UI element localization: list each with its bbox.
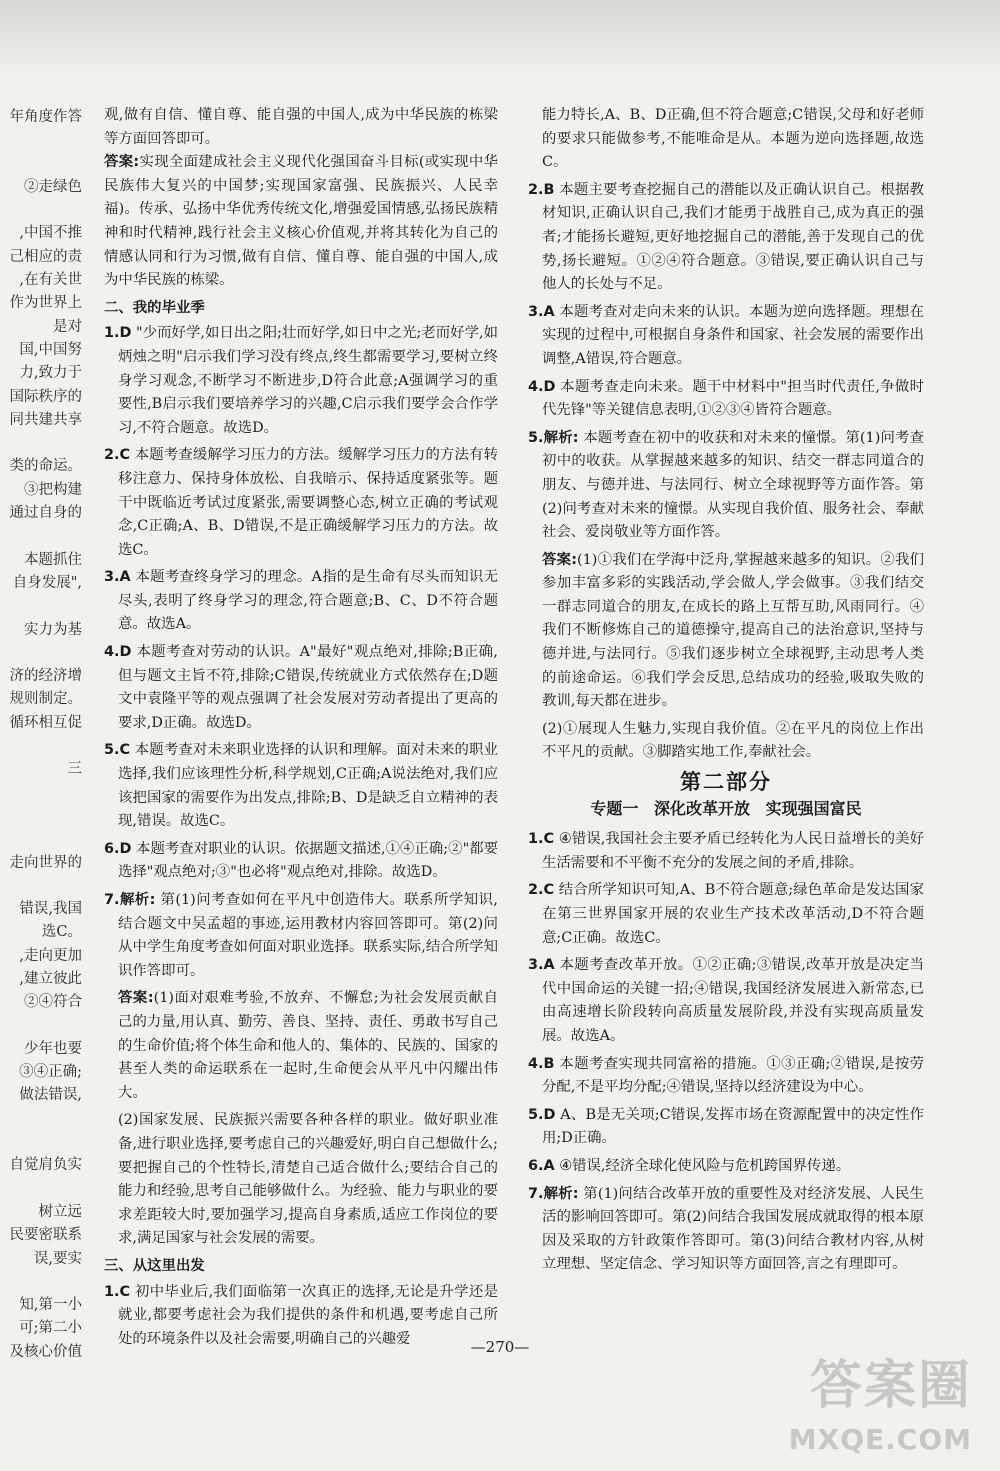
question-item <box>528 879 924 950</box>
question-item <box>104 889 498 983</box>
left-fragment-line: ,建立彼此 <box>19 970 82 987</box>
left-fragment-line: 树立远 <box>38 1203 82 1220</box>
left-fragment-line <box>0 782 82 805</box>
left-fragment-line: 类的命运。 <box>9 458 82 475</box>
intro-text: 观,做有自信、懂自尊、能自强的中国人,成为中华民族的栋梁等方面回答即可。 <box>104 107 498 147</box>
question-text: 第(1)问考查如何在平凡中创造伟大。联系所学知识,结合题文中吴孟超的事迹,运用教材内容回答即可。第(2)问从中学生角度考查如何面对职业选择。联系实际,结合所学知识作答即可。 <box>118 892 498 979</box>
left-fragment-line: 规则制定。 <box>9 691 82 708</box>
answer-label: 答案: <box>118 990 154 1007</box>
question-text: 本题考查对走向未来的认识。本题为逆向选择题。理想在实现的过程中,可根据自身条件和国家、社会发展的需要作出调整,A错误,符合题意。 <box>542 303 924 367</box>
part-title: 第二部分 <box>680 770 772 795</box>
question-text: 本题考查对未来职业选择的认识和理解。面对未来的职业选择,我们应该理性分析,科学规划,C正确;A说法绝对,我们应该把国家的需要作为出发点,排除;B、D是缺乏自立精神的表现,错误。故选C。 <box>118 742 498 830</box>
left-fragment-line: 力,致力于 <box>19 365 82 382</box>
section-heading-graduation: 二、我的毕业季 <box>104 299 205 316</box>
left-fragment-line: ③④正确; <box>19 1064 82 1081</box>
left-fragment-line: ②走绿色 <box>24 178 82 195</box>
watermark-url: MXQE.COM <box>788 1423 972 1456</box>
left-fragment-line: ③把构建 <box>24 481 82 498</box>
left-column-fragments <box>0 106 82 1364</box>
answer-label: 答案: <box>104 154 140 171</box>
question-item <box>528 376 924 423</box>
question-item <box>528 427 924 545</box>
left-fragment-line <box>0 1015 82 1038</box>
watermark-text: 答案圈 <box>809 1356 972 1416</box>
left-fragment-line <box>0 1271 82 1294</box>
question-text: ④错误,经济全球化使风险与危机跨国界传递。 <box>559 1157 851 1174</box>
left-fragment-line: 年角度作答 <box>9 109 82 125</box>
left-fragment-line: 济的经济增 <box>9 668 82 685</box>
watermark-logo <box>788 1343 972 1463</box>
left-fragment-line: 选C。 <box>41 924 82 941</box>
left-fragment-line: 民要密联系 <box>9 1227 82 1244</box>
left-fragment-line: ,走向更加 <box>19 947 82 964</box>
question-item <box>528 301 924 372</box>
question-number: 5.D <box>528 1106 556 1123</box>
question-text: ④错误,我国社会主要矛盾已经转化为人民日益增长的美好生活需要和不平衡不充分的发展之间的矛盾,排除。 <box>542 831 924 871</box>
section-heading-departure: 三、从这里出发 <box>104 1257 205 1274</box>
left-fragment-line: 通过自身的 <box>9 505 82 522</box>
left-fragment-line <box>0 1131 82 1154</box>
question-number: 1.C <box>528 831 555 848</box>
question-list-graduation <box>104 322 498 983</box>
left-fragment-line <box>0 525 82 548</box>
question-text: 本题考查在初中的收获和对未来的憧憬。第(1)问考查初中的收获。从掌握越来越多的知识、结交一群志同道合的朋友、与德并进、与法同行、树立全球视野等方面作答。第(2)问考查对未来的憧憬。从实现自我价值、服务社会、奉献社会、爱岗敬业等方面作答。 <box>542 429 924 541</box>
item7-answer-part2: (2)国家发展、民族振兴需要各种各样的职业。做好职业准备,进行职业选择,要考虑自己的兴趣爱好,明白自己想做什么;要把握自己的个性特长,清楚自己适合做什么;要结合自己的能力和经验,思考自己能够做什么。为经验、能力与职业的要求差距较大时,要加强学习,提高自身素质,适应工作岗位的要求,满足国家与社会发展的需要。 <box>118 1112 498 1247</box>
question-number: 3.A <box>104 569 131 586</box>
question-number: 7.解析: <box>528 1185 579 1202</box>
question-item <box>528 954 924 1048</box>
question-item <box>104 444 498 562</box>
left-fragment-line: 错误,我国 <box>19 901 82 918</box>
left-fragment-line: 作为世界上 <box>9 295 82 312</box>
left-fragment-line <box>0 805 82 828</box>
question-text: 本题考查走向未来。题干中材料中"担当时代责任,争做时代先锋"等关键信息表明,①②③④皆符合题意。 <box>542 378 924 419</box>
left-fragment-line: 知,第一小 <box>19 1297 82 1314</box>
intro-answer <box>104 151 498 293</box>
item5-answer-part2: (2)①展现人生魅力,实现自我价值。②在平凡的岗位上作出不平凡的贡献。③脚踏实地工作,奉献社会。 <box>542 720 924 761</box>
question-item <box>528 1183 924 1277</box>
question-text: A、B是无关项;C错误,发挥市场在资源配置中的决定性作用;D正确。 <box>542 1106 925 1147</box>
left-fragment-line: 自身发展", <box>12 574 82 591</box>
question-item <box>528 1155 924 1179</box>
left-fragment-line <box>0 642 82 665</box>
question-item <box>104 1281 498 1352</box>
question-number: 4.D <box>104 644 132 661</box>
left-fragment-line <box>0 875 82 898</box>
left-fragment-line: 自觉肩负实 <box>9 1157 82 1174</box>
question-text: 结合所学知识可知,A、B不符合题意;绿色革命是发达国家在第三世界国家开展的农业生产技术改革活动,D不符合题意;C正确。故选C。 <box>542 882 924 946</box>
left-fragment-line: 国际秩序的 <box>9 388 82 405</box>
question-number: 1.D <box>104 325 132 342</box>
page-number: —270— <box>470 1338 530 1356</box>
left-fragment-line <box>0 828 82 851</box>
left-fragment-line <box>0 432 82 455</box>
question-text: 第(1)问结合改革开放的重要性及对经济发展、人民生活的影响回答即可。第(2)问结合我国发展成就取得的根本原因及采取的方针政策作答即可。第(3)问结合教材内容,从树立理想、坚定信念、学习知识等方面回答,言之有理即可。 <box>542 1185 924 1273</box>
question-text: 本题考查缓解学习压力的方法。缓解学习压力的方法有转移注意力、保持身体放松、自我暗示、保持适度紧张等。题干中既临近考试过度紧张,需要调整心态,树立正确的考试观念,C正确;A、B、D错误,不是正确缓解学习压力的方法。故选C。 <box>118 447 498 558</box>
right-column <box>528 104 924 1281</box>
question-number: 2.B <box>528 181 555 198</box>
question-number: 7.解析: <box>104 892 156 908</box>
question-text: 本题考查终身学习的理念。A指的是生命有尽头而知识无尽头,表明了终身学习的理念,符合题意;B、C、D不符合题意。故选A。 <box>118 569 498 633</box>
middle-column <box>104 104 498 1355</box>
left-fragment-line: 本题抓住 <box>24 551 82 568</box>
left-fragment-line: 走向世界的 <box>9 854 82 871</box>
left-fragment-line: 己相应的责 <box>9 248 82 265</box>
answer-body: (1)面对艰难考验,不放弃、不懈怠;为社会发展贡献自己的力量,用认真、勤劳、善良、坚持、责任、勇敢书写自己的生命价值;将个体生命和他人的、集体的、民族的、国家的甚至人类的命运联系在一起时,生命便会从平凡中闪耀出伟大。 <box>118 990 498 1101</box>
left-fragment-line: 国,中国努 <box>19 341 82 358</box>
question-text: 本题考查改革开放。①②正确;③错误,改革开放是决定当代中国命运的关键一招;④错误,我国经济发展进入新常态,已由高速增长阶段转向高质量发展阶段,并没有实现高质量发展。故选A。 <box>542 957 924 1044</box>
question-number: 4.B <box>528 1055 555 1072</box>
answer-body: 实现全面建成社会主义现代化强国奋斗目标(或实现中华民族伟大复兴的中国梦;实现国家富强、民族振兴、人民幸福)。传承、弘扬中华优秀传统文化,增强爱国情感,弘扬民族精神和时代精神,践行社会主义核心价值观,并将其转化为自己的情感认同和行为习惯,做有自信、懂自尊、能自强的中国人,成为中华民族的栋梁。 <box>104 154 498 289</box>
question-number: 1.C <box>104 1283 131 1300</box>
left-fragment-line: 是对 <box>53 318 82 335</box>
left-fragment-line <box>0 735 82 758</box>
question-number: 5.解析: <box>528 429 579 446</box>
question-number: 5.C <box>104 742 131 759</box>
item7-answer <box>118 987 498 1105</box>
question-item <box>104 838 498 885</box>
question-list-reform <box>528 828 924 1277</box>
left-fragment-line <box>0 153 82 176</box>
question-item <box>528 1053 924 1100</box>
question-number: 2.C <box>104 447 131 464</box>
question-number: 2.C <box>528 882 555 899</box>
left-fragment-line <box>0 1108 82 1131</box>
left-fragment-line: ②④符合 <box>24 994 82 1011</box>
question-text: 本题考查实现共同富裕的措施。①③正确;②错误,是按劳分配,不是平均分配;④错误,坚持以经济建设为中心。 <box>542 1055 924 1096</box>
left-fragment-line <box>0 129 82 152</box>
topic-title: 专题一 深化改革开放 实现强国富民 <box>590 798 862 818</box>
question-text: 本题考查对劳动的认识。A"最好"观点绝对,排除;B正确,但与题文主旨不符,排除;C错误,传统就业方式依然存在;D题文中袁隆平等的观点强调了社会发展对劳动者提出了更高的要求,D正确。故选D。 <box>118 644 498 731</box>
question-item <box>528 179 924 297</box>
question-list-future <box>528 179 924 545</box>
answer-label: 答案: <box>542 551 578 568</box>
question-text: 本题考查对职业的认识。依据题文描述,①④正确;②"都要选择"观点绝对;③"也必将"观点绝对,排除。故选D。 <box>118 840 499 881</box>
top-shadow <box>0 0 1000 80</box>
question-number: 6.D <box>104 840 132 857</box>
left-fragment-line: 循环相互促 <box>9 714 82 731</box>
question-number: 3.A <box>528 957 555 974</box>
left-fragment-line: 三 <box>67 761 82 778</box>
left-fragment-line: 误,要实 <box>33 1250 82 1267</box>
question-item <box>104 322 498 440</box>
left-fragment-line: 及核心价值 <box>9 1343 82 1360</box>
question-text: "少而好学,如日出之阳;壮而好学,如日中之光;老而好学,如炳烛之明"启示我们学习没有终点,终生都需要学习,要树立终身学习观念,不断学习不断进步,D符合此意;A强调学习的重要性,B启示我们要培养学习的兴趣,C启示我们要学会合作学习,不符合题意。故选D。 <box>118 325 498 436</box>
left-fragment-line: 少年也要 <box>24 1040 82 1057</box>
question-item <box>104 566 498 637</box>
left-fragment-line: 做法错误, <box>19 1087 82 1104</box>
left-fragment-line: 实力为基 <box>24 621 82 638</box>
left-fragment-line: 同共建共享 <box>9 411 82 428</box>
question-item <box>104 641 498 735</box>
item5-answer <box>542 549 924 714</box>
question-number: 4.D <box>528 378 556 395</box>
left-fragment-line: ,中国不推 <box>19 225 82 242</box>
left-fragment-line <box>0 199 82 222</box>
continued-text: 能力特长,A、B、D正确,但不符合题意;C错误,父母和好老师的要求只能做参考,不能唯命是从。本题为逆向选择题,故选C。 <box>542 107 924 171</box>
question-number: 6.A <box>528 1157 555 1174</box>
left-fragment-line <box>0 595 82 618</box>
left-fragment-line <box>0 1178 82 1201</box>
answer-body: (1)①我们在学海中泛舟,掌握越来越多的知识。②我们参加丰富多彩的实践活动,学会做人,学会做事。③我们结交一群志同道合的朋友,在成长的路上互帮互助,风雨同行。④我们不断修炼自己的道德操守,提高自己的法治意识,坚持与德并进,与法同行。⑤我们逐步树立全球视野,主动思考人类的前途命运。⑥我们学会反思,总结成功的经验,吸取失败的教训,每天都在进步。 <box>542 551 924 710</box>
question-item <box>528 828 924 875</box>
question-item <box>528 1104 924 1151</box>
question-text: 初中毕业后,我们面临第一次真正的选择,无论是升学还是就业,都要考虑社会为我们提供的条件和机遇,要考虑自己所处的环境条件以及社会需要,明确自己的兴趣爱 <box>118 1283 498 1347</box>
left-fragment-line: ,在有关世 <box>19 272 82 289</box>
question-text: 本题主要考查挖掘自己的潜能以及正确认识自己。根据教材知识,正确认识自己,我们才能勇于战胜自己,成为真正的强者;才能扬长避短,更好地挖掘自己的潜能,善于发现自己的优势,扬长避短。①②④符合题意。③错误,要正确认识自己与他人的长处与不足。 <box>542 181 924 293</box>
question-item <box>104 739 498 833</box>
question-number: 3.A <box>528 303 555 320</box>
left-fragment-line: 可;第二小 <box>19 1320 82 1337</box>
